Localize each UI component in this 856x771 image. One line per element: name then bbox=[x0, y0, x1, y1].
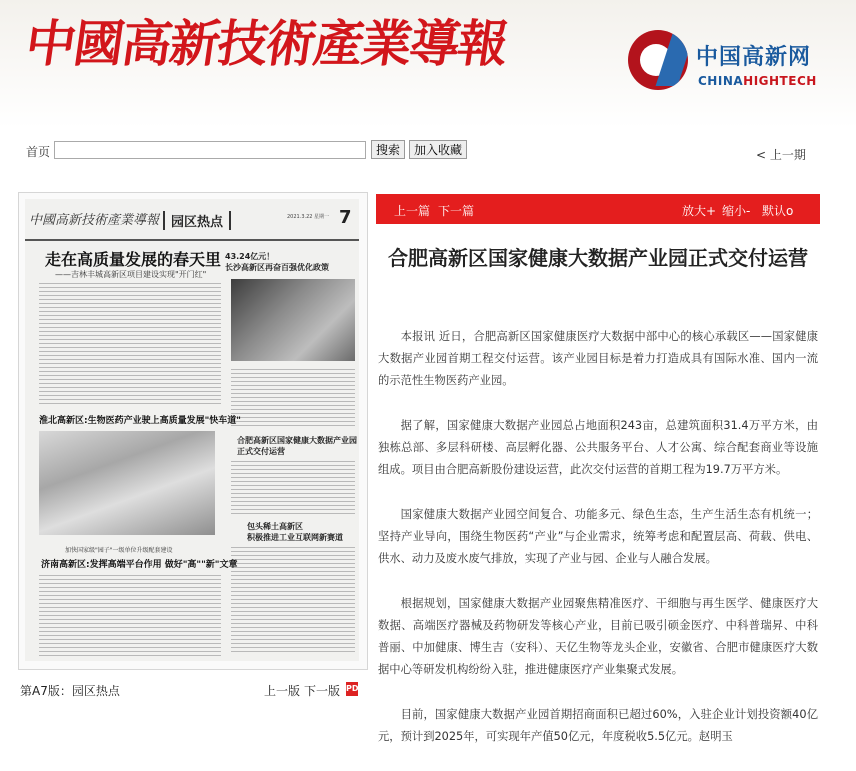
np-text-block bbox=[231, 547, 355, 655]
np-page-num: 7 bbox=[339, 207, 352, 228]
article-paragraph: 据了解，国家健康大数据产业园总占地面积243亩，总建筑面积31.4万平方米，由独栋总部、多层科研楼、高层孵化器、公共服务平台、人才公寓、综合配套商业等设施组成。项目由合肥高新股份建设运营，此次交付运营的首期工程为19.7万平方米。 bbox=[378, 419, 818, 476]
np-subhead-4: 加快国家级"园子"一级单位升级配套建设 bbox=[65, 547, 173, 554]
prev-article-link[interactable]: 上一篇 bbox=[394, 204, 431, 218]
np-photo-1 bbox=[231, 279, 355, 361]
logo-text-en[interactable] bbox=[698, 74, 817, 88]
masthead bbox=[0, 0, 856, 128]
search-input[interactable] bbox=[54, 141, 366, 159]
next-page-link[interactable]: 下一版 bbox=[304, 684, 341, 698]
page-footer bbox=[20, 682, 364, 700]
add-favorite-button[interactable]: 加入收藏 bbox=[409, 140, 467, 159]
np-text-block bbox=[39, 575, 221, 659]
article-toolbar bbox=[376, 194, 820, 224]
np-subhead-2[interactable]: 合肥高新区国家健康大数据产业园 正式交付运营 bbox=[237, 436, 357, 456]
newspaper-page-image[interactable] bbox=[25, 199, 359, 661]
logo-text-cn[interactable]: 中国高新网 bbox=[696, 45, 812, 70]
np-headline-sub: ——吉林丰城高新区项目建设实现"开门红" bbox=[55, 270, 207, 279]
article-paragraph: 本报讯 近日，合肥高新区国家健康医疗大数据中部中心的核心承载区——国家健康大数据产业园首期工程交付运营。该产业园目标是着力打造成具有国际水准、国内一流的示范性生物医药产业园。 bbox=[378, 330, 818, 387]
page-label: 第A7版：园区热点 bbox=[20, 684, 120, 698]
np-text-block bbox=[231, 369, 355, 429]
np-logo: 中國高新技術產業導報 bbox=[29, 213, 160, 228]
article-paragraph: 根据规划，国家健康大数据产业园聚焦精准医疗、干细胞与再生医学、健康医疗大数据、高端医疗器械及药物研发等核心产业，目前已吸引硕金医疗、中科普瑞昇、中科普丽、中加健康、博生吉（安科）、天亿生物等龙头企业，安徽省、合肥市健康医疗大数据中心等研发机构纷纷入驻，推进健康医疗产业集聚式发展。 bbox=[378, 597, 818, 676]
np-photo-2 bbox=[39, 431, 215, 535]
chinahightech-logo-icon[interactable] bbox=[628, 30, 688, 90]
next-article-link[interactable]: 下一篇 bbox=[438, 204, 475, 218]
prev-page-link[interactable]: 上一版 bbox=[264, 684, 301, 698]
np-text-block bbox=[39, 283, 221, 407]
home-link[interactable]: 首页 bbox=[26, 145, 51, 159]
newspaper-page-preview[interactable] bbox=[18, 192, 368, 670]
search-row bbox=[26, 140, 826, 162]
np-subhead-1[interactable]: 淮北高新区:生物医药产业驶上高质量发展"快车道" bbox=[39, 416, 241, 426]
article-body bbox=[378, 326, 818, 771]
pdf-icon[interactable]: PDF bbox=[346, 682, 358, 696]
logo-en-b: HIGHTECH bbox=[743, 74, 817, 88]
np-subhead-5[interactable]: 济南高新区:发挥高端平台作用 做好"高""新"文章 bbox=[41, 560, 238, 570]
search-button[interactable]: 搜索 bbox=[371, 140, 405, 159]
zoom-out-button[interactable]: 缩小- bbox=[722, 204, 751, 218]
newspaper-title: 中國高新技術產業導報 bbox=[21, 14, 511, 73]
article-title: 合肥高新区国家健康大数据产业园正式交付运营 bbox=[388, 246, 808, 270]
article-paragraph: 国家健康大数据产业园空间复合、功能多元、绿色生态，生产生活生态有机统一；坚持产业导向，围绕生物医药“产业”与企业需求，统筹考虑和配置层高、荷载、供电、供水、动力及废水废气排放，实现了产业与园、企业与人融合发展。 bbox=[378, 508, 818, 565]
np-header bbox=[25, 199, 359, 241]
np-right-headline[interactable]: 43.24亿元！ 长沙高新区再奋百强优化政策 bbox=[225, 252, 329, 272]
np-text-block bbox=[231, 461, 355, 517]
np-subhead-3[interactable]: 包头稀土高新区 积极推进工业互联网新赛道 bbox=[247, 522, 343, 542]
np-section: 园区热点 bbox=[163, 211, 231, 230]
article-paragraph: 目前，国家健康大数据产业园首期招商面积已超过60%，入驻企业计划投资额40亿元，预计到2025年，可实现年产值50亿元，年度税收5.5亿元。赵明玉 bbox=[378, 708, 818, 743]
np-date: 2021.3.22 星期一 bbox=[287, 214, 330, 220]
zoom-in-button[interactable]: 放大+ bbox=[682, 204, 717, 218]
prev-issue-link[interactable]: < 上一期 bbox=[756, 148, 806, 162]
np-headline[interactable]: 走在高质量发展的春天里 bbox=[45, 250, 222, 269]
zoom-default-button[interactable]: 默认o bbox=[762, 204, 794, 218]
logo-en-a: CHINA bbox=[698, 74, 744, 88]
